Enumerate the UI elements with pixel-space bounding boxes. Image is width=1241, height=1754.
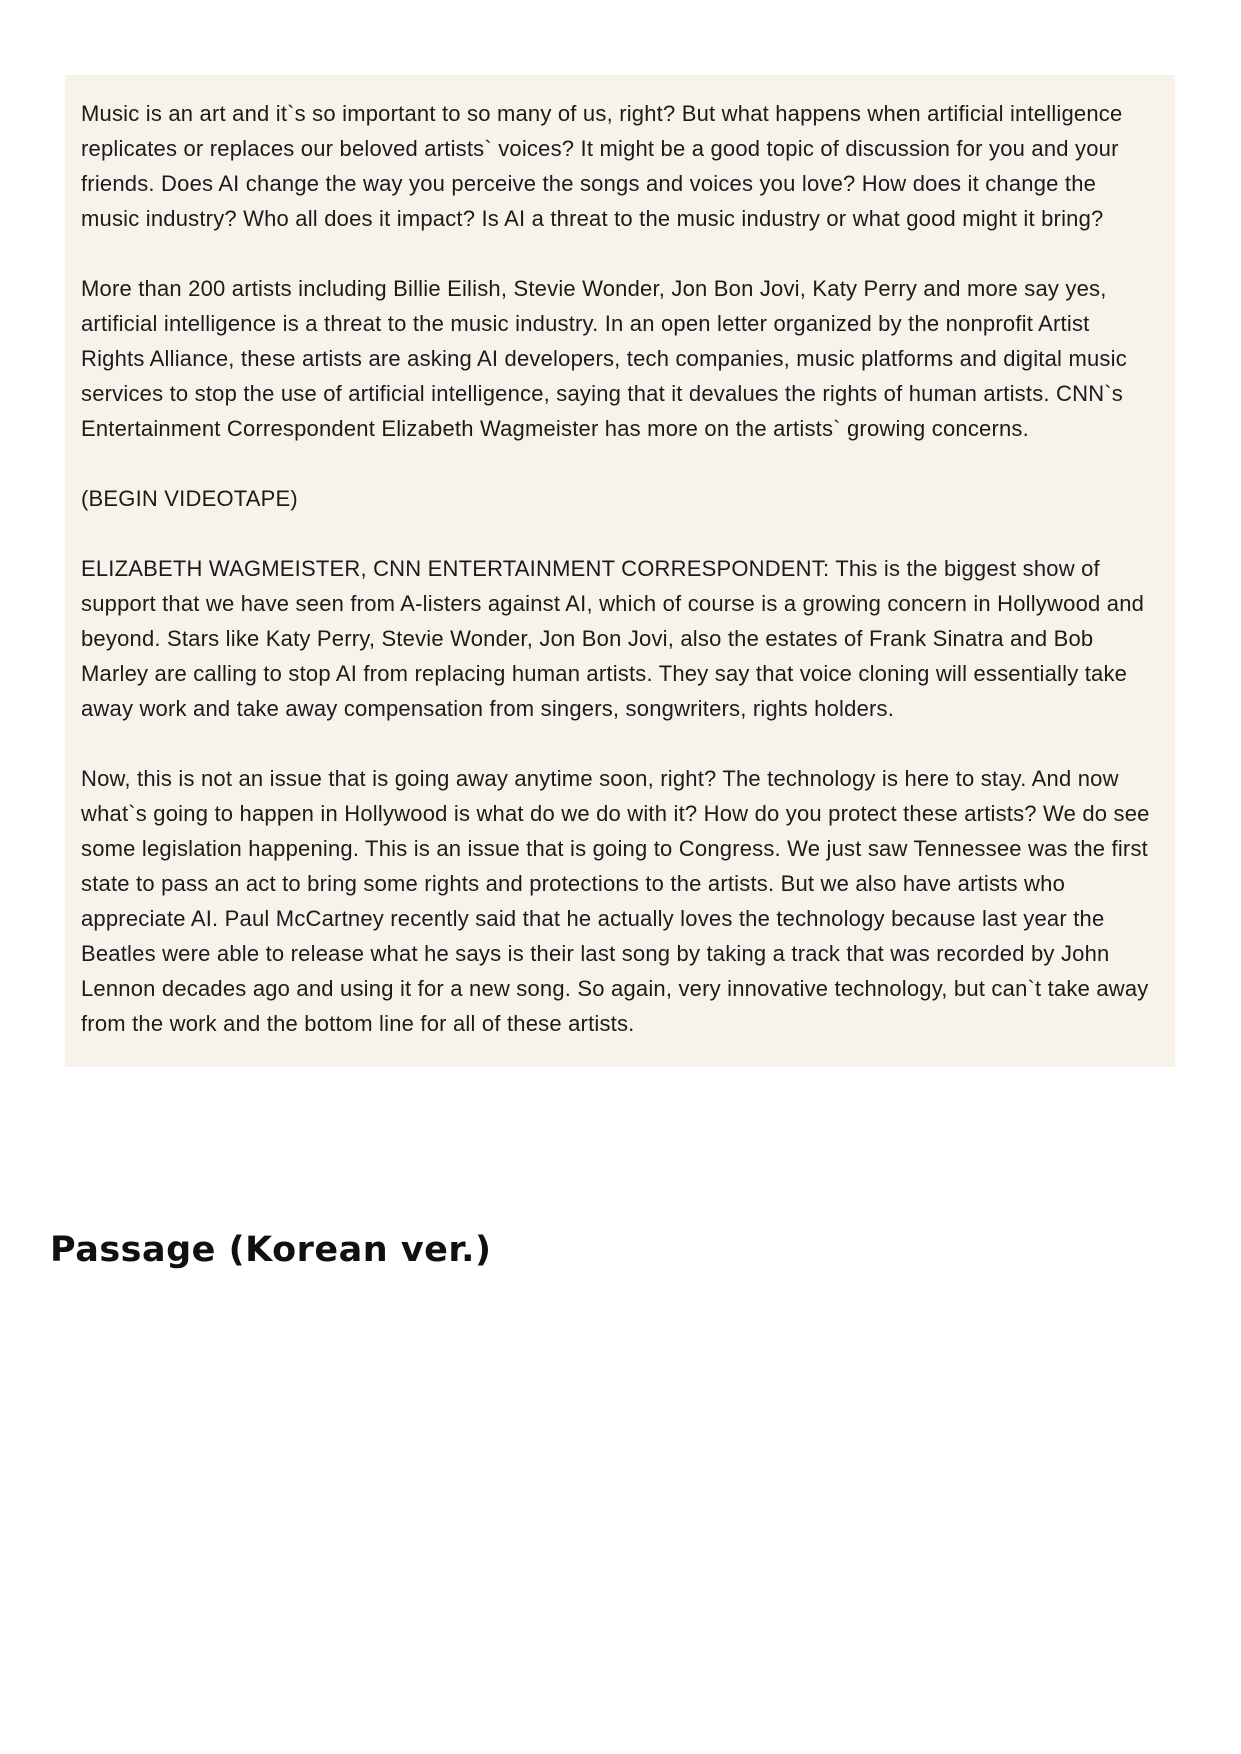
passage-paragraph-correspondent-1: ELIZABETH WAGMEISTER, CNN ENTERTAINMENT CORRESPONDENT: This is the biggest show of support that we have seen from A-listers against AI, which of course is a growing concern in Hollywood and beyond. Stars like Katy Perry, Stevie Wonder, Jon Bon Jovi, also the estates of Frank Sinatra and Bob Marley are calling to stop AI from replacing human artists. They say that voice cloning will essentially take away work and take away compensation from singers, songwriters, rights holders. (81, 556, 1145, 721)
passage-paragraph-correspondent-2: Now, this is not an issue that is going away anytime soon, right? The technology is here to stay. And now what`s going to happen in Hollywood is what do we do with it? How do you protect these artists? We do see some legislation happening. This is an issue that is going to Congress. We just saw Tennessee was the first state to pass an act to bring some rights and protections to the artists. But we also have artists who appreciate AI. Paul McCartney recently said that he actually loves the technology because last year the Beatles were able to release what he says is their last song by taking a track that was recorded by John Lennon decades ago and using it for a new song. So again, very innovative technology, but can`t take away from the work and the bottom line for all of these artists. (81, 766, 1150, 1036)
passage-paragraph-begin-videotape: (BEGIN VIDEOTAPE) (81, 486, 298, 511)
korean-version-heading: Passage (Korean ver.) (50, 1230, 492, 1270)
passage-paragraph-intro: Music is an art and it`s so important to so many of us, right? But what happens when artificial intelligence replicates or replaces our beloved artists` voices? It might be a good topic of discussion for you and your friends. Does AI change the way you perceive the songs and voices you love? How does it change the music industry? Who all does it impact? Is AI a threat to the music industry or what good might it bring? (81, 101, 1123, 231)
passage-paragraph-news: More than 200 artists including Billie Eilish, Stevie Wonder, Jon Bon Jovi, Katy Perry and more say yes, artificial intelligence is a threat to the music industry. In an open letter organized by the nonprofit Artist Rights Alliance, these artists are asking AI developers, tech companies, music platforms and digital music services to stop the use of artificial intelligence, saying that it devalues the rights of human artists. CNN`s Entertainment Correspondent Elizabeth Wagmeister has more on the artists` growing concerns. (81, 276, 1127, 441)
english-passage-block (65, 75, 1175, 1067)
